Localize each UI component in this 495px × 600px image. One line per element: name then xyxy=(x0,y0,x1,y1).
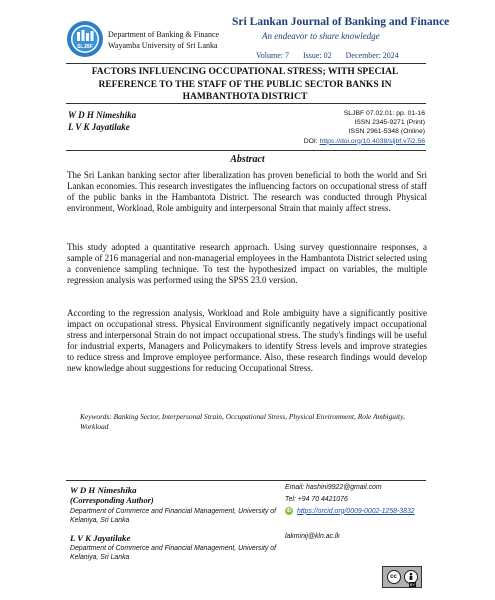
abstract-rule xyxy=(66,150,426,151)
abstract-heading: Abstract xyxy=(230,154,265,165)
title-line-2: REFERENCE TO THE STAFF OF THE PUBLIC SECTOR BANKS IN xyxy=(98,79,392,90)
paper-title xyxy=(70,66,420,104)
journal-title: Sri Lankan Journal of Banking and Finance xyxy=(232,16,450,28)
issue-date: December: 2024 xyxy=(345,51,399,60)
issue-line xyxy=(256,51,411,60)
title-rule xyxy=(66,103,426,104)
issue: Issue: 02 xyxy=(302,51,332,60)
publication-meta xyxy=(304,109,425,146)
issn-online: ISSN 2961-5348 (Online) xyxy=(348,128,425,136)
footer-author-1-name: W D H Nimeshika xyxy=(70,485,137,495)
keywords-label: Keywords: xyxy=(80,412,112,421)
title-line-3: HAMBANTHOTA DISTRICT xyxy=(182,92,308,102)
journal-logo xyxy=(66,20,104,58)
abstract-paragraph-2: This study adopted a quantitative research approach. Using survey questionnaire responses, a sample of 216 managerial and non-managerial employees in the Hambantota District selected using a convenience sampling technique. To test the hypothesized impact on variables, the multiple regression analysis was performed using the SPSS 23.0 version. xyxy=(67,242,427,285)
keywords-text: Banking Sector, Interpersonal Strain, Occupational Stress, Physical Environment, Role Ambiguity, Workload xyxy=(80,412,405,431)
footer-author-1-affiliation: Department of Commerce and Financial Management, University of Kelaniya, Sri Lanka xyxy=(70,508,277,524)
by-label: BY xyxy=(409,582,415,587)
footer-author-2-name: L V K Jayatilake xyxy=(70,533,131,543)
header-rule xyxy=(66,63,426,64)
cc-by-license-badge[interactable] xyxy=(382,566,422,588)
sljbf-id: SLJBF 07.02.01: pp. 01-16 xyxy=(343,110,425,117)
logo-text: SLJBF xyxy=(77,44,93,50)
footer-rule xyxy=(66,480,426,481)
title-line-1: FACTORS INFLUENCING OCCUPATIONAL STRESS; WITH SPECIAL xyxy=(91,67,399,77)
footer-author-2-affiliation: Department of Commerce and Financial Management, University of Kelaniya, Sri Lanka xyxy=(70,545,277,561)
author-2: L V K Jayatilake xyxy=(68,122,130,132)
doi xyxy=(304,137,425,146)
orcid-link[interactable]: https://orcid.org/0009-0002-1258-3832 xyxy=(297,507,415,515)
abstract-paragraph-3: According to the regression analysis, Workload and Role ambiguity have a significantly positive impact on occupational stress. Physical Environment significantly negatively impact occupational stress and interpersonal Strain do not impact occupational stress. The study's findings will be useful for industrial experts, Managers and Policymakers to identify Stress levels and improve strategies to reduce stress and Improve employee performance. Also, these research findings would develop new knowledge about suggestions for reducing Occupational Stress. xyxy=(67,308,427,373)
author-list xyxy=(68,109,136,133)
cc-icon: cc xyxy=(387,570,401,584)
abstract-paragraph-1: The Sri Lankan banking sector after liberalization has proven beneficial to both the world and Sri Lankan economies. This research investigates the influencing factors on occupational stress of staff of the public banks in the Hambantota District. The research was conducted through Physical environment, Workload, Role ambiguity and interpersonal Strain that mainly affect stress. xyxy=(67,170,427,213)
author-1-phone: Tel: +94 70 4421076 xyxy=(285,496,348,503)
doi-label: DOI: xyxy=(303,137,320,145)
doi-link[interactable]: https://doi.org/10.4038/sljbf.v7i2.56 xyxy=(319,137,425,145)
department-name xyxy=(108,29,219,51)
orcid-icon: iD xyxy=(286,508,292,514)
issn-print: ISSN 2345-9271 (Print) xyxy=(354,119,425,127)
department-line-1: Department of Banking & Finance xyxy=(108,30,220,39)
author-2-email[interactable]: lakminij@kln.ac.lk xyxy=(285,533,340,540)
volume: Volume: 7 xyxy=(256,51,289,60)
author-1-email[interactable]: Email: hashini9922@gmail.com xyxy=(285,484,382,491)
corresponding-author-label: (Corresponding Author) xyxy=(70,496,154,505)
journal-tagline: An endeavor to share knowledge xyxy=(262,31,380,41)
author-1: W D H Nimeshika xyxy=(68,110,137,120)
department-line-2: Wayamba University of Sri Lanka xyxy=(108,41,218,50)
keywords xyxy=(80,412,420,432)
author-1-orcid xyxy=(285,507,415,515)
